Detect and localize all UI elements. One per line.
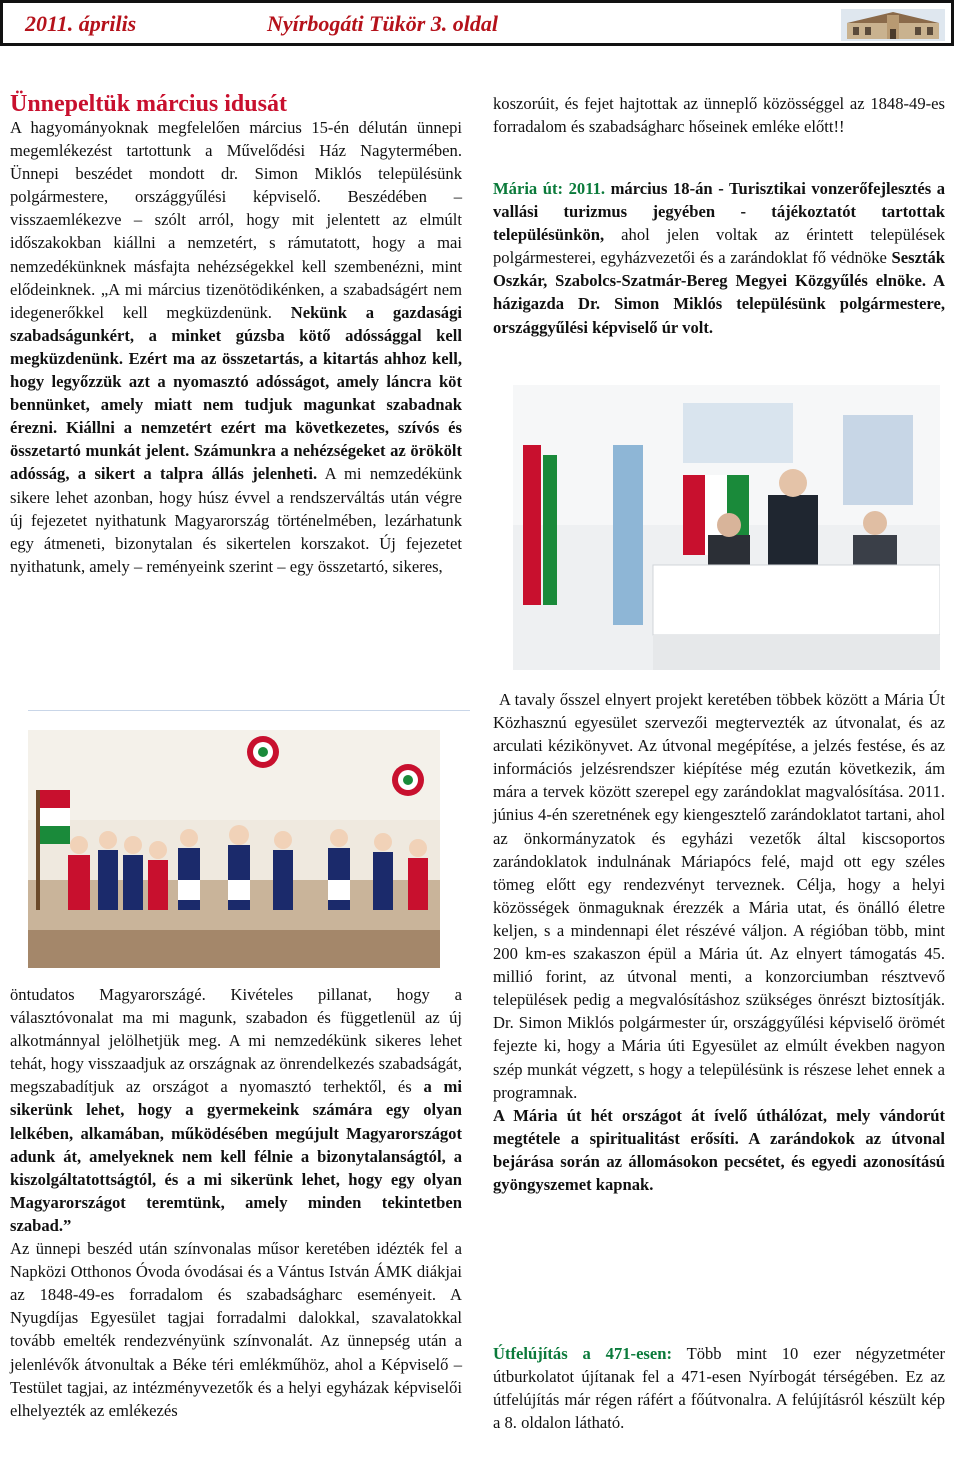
article-title: Ünnepeltük március idusát bbox=[10, 91, 287, 117]
church-building-icon bbox=[841, 9, 945, 41]
section-lead-green: Mária út: 2011. bbox=[493, 179, 606, 198]
lead-bold: Seszták Oszkár, Szabolcs-Szatmár-Bereg Megyei Közgyűlés elnöke. A házigazda Dr. Simon Miklós településünk polgármestere, országgyűlési képviselő úr volt. bbox=[493, 248, 945, 337]
article-body: A tavaly ősszel elnyert projekt keretében többek között a Mária Út Közhasznú egyesület szervezői megtervezték az útvonalat, és az arculati kézikönyvet. Az útvonal megépítése, a jelzés festése, és az információs jelzésrendszer kiépítése még ezután következik, ám mára a tervek között szerepel egy zarándoklat magvalósítása. 2011. június 4-én szeretnének egy kiengesztelő zarándoklatot tartani, ahol az önkormányzatok és egyházi vezetők által kiscsoportos zarándoklatok indulnának Máriapócs felé, majd ott egy széles tömeg előtt egy rendezvényt terveznek. Célja, hogy a helyi közösségek önmaguknak érezzék a Mária utat, és önálló életre keljen, s a mindennapi élet részévé váljon. A régióban több, mint 200 km-es szakaszon épül a Mária út. Az elnyert támogatás 45. millió forint, az útvonal menti, a konzorciumban résztvevő települések pedig a megvalósításhoz szükséges önrészt biztosítják. Dr. Simon Miklós polgármester úr, országgyűlési képviselő örömét fejezte ki, hogy a Mária úti Egyesület az elmúlt években nagyon szép munkát végzett, s hogy a településünk is részese lehet ennek a programnak. bbox=[493, 690, 945, 1102]
article-body: öntudatos Magyarországé. Kivételes pillanat, hogy a választóvonalat ma mi magunk, szabadon és függetlenül az új alkotmánnyal jelölhetjük meg. A mi nemzedékünk sikeres lehet tehát, hogy visszaadjuk az országnak az önrendelkezés szabadságát, megszabadítjuk az országot a nyomasztó terhektől, és bbox=[10, 985, 462, 1097]
issue-date: 2011. április bbox=[25, 11, 137, 36]
speech-quote-bold: a mi sikerünk lehet, hogy a gyermekeink számára egy olyan lelkében, alkamában, működésében megújult Magyarországot adunk át, amelyeknek nem kell félnie a bizonytalanságtól, a kiszolgáltatottságtól, és a mi sikerünk lehet, hogy egy olyan Magyarországot teremtünk, amely minden tekintetben szabad.” bbox=[10, 1077, 462, 1235]
article-body: koszorúit, és fejet hajtottak az ünneplő közösséggel az 1848-49-es forradalom és szabadságharc hőseinek emléke előtt!! bbox=[493, 94, 945, 137]
photo-children-performance bbox=[28, 730, 440, 968]
lead-bold: március 18-án - Turisztikai vonzerőfejlesztés a vallási turizmus jegyében - tájékoztatót tartottak településünkön, bbox=[493, 179, 945, 245]
article-maria-ut-lead bbox=[493, 177, 945, 339]
speech-quote-bold: Nekünk a gazdasági szabadságunkért, a minket gúzsba kötő adóssággal kell megküzdenünk. Ezért ma az összetartás, a kitartás ahhoz kell, hogy legyőzzük azt a nyomasztó adósságot, amely láncra köt bennünket, amely miatt nem tudjuk magunkat szabadnak érezni. Kiállni a nemzetért ezért ma következetes, szívós és összetartó munkát jelent. Számunkra a nehézségeket az örökölt adósság, a sikert a talpra állás jelenheti. bbox=[10, 302, 462, 484]
section-lead-green: Útfelújítás a 471-esen: bbox=[493, 1344, 673, 1363]
article-road-renewal bbox=[493, 1342, 945, 1434]
photo-conference bbox=[513, 385, 940, 670]
lead-normal: ahol jelen voltak az érintett települések polgármesterei, egyházvezetői és a zarándoklat fő védnöke bbox=[493, 225, 945, 268]
article-body-bold: A Mária út hét országot át ívelő úthálózat, mely vándorút megtétele a spiritualitást erősíti. A zarándokok az útvonal bejárása során az állomásokon pecsétet, és egyedi azonosítású gyöngyszemet kapnak. bbox=[493, 1105, 945, 1194]
page-header bbox=[0, 0, 954, 46]
article-march15-part1 bbox=[10, 92, 462, 578]
article-maria-ut-body bbox=[493, 688, 945, 1196]
article-body-tail: A mi nemzedékünk sikere lehet azonban, hogy húsz évvel a rendszerváltás után végre új fejezetet nyithatunk Magyarország történelmében, lezárhatunk egy átmeneti, bizonytalan és sikertelen korszakot. Új fejezetet nyithatunk, amely – reményeink szerint – egy összetartó, sikeres, bbox=[10, 464, 462, 576]
article-march15-continuation bbox=[493, 92, 945, 138]
article-march15-part2 bbox=[10, 983, 462, 1422]
newspaper-title: Nyírbogáti Tükör 3. oldal bbox=[267, 11, 499, 36]
article-body: Az ünnepi beszéd után színvonalas műsor keretében idézték fel a Napközi Otthonos Óvoda óvodásai és a Vántus István ÁMK diákjai az 1848-49-es forradalom és szabadságharc eseményeit. A Nyugdíjas Egyesület tagjai forradalmi dalokkal, szavalatokkal tovább emelték rendezvényünk színvonalát. Az ünnepség után a jelenlévők átvonultak a Béke téri emlékműhöz, ahol a Képviselő – Testület tagjai, az intézményvezetők és a helyi egyházak képviselői elhelyezték az emlékezés bbox=[10, 1239, 462, 1420]
article-body: A hagyományoknak megfelelően március 15-én délután ünnepi megemlékezést tartottunk a Művelődési Ház Nagytermében. Ünnepi beszédet mondott dr. Simon Miklós településünk polgármestere, országgyűlési képviselő. Beszédében – visszaemlékezve – szólt arról, hogy mit jelentett az elmúlt időszakokban kiállni a nemzetért, s rámutatott, hogy a mai nemzedékünknek másfajta nehézségekkel kell szembenézni, mint elődeinknek. „A mi március tizenötödikénken, a szabadságért nem idegenerőkkel kell megküzdenünk. bbox=[10, 118, 462, 322]
article-body: Több mint 10 ezer négyzetméter útburkolatot újítanak fel a 471-esen Nyírbogát térségében. Ez az útfelújítás már régen ráfért a főútvonalra. A felújításról készült kép a 8. oldalon látható. bbox=[493, 1344, 945, 1433]
divider-line bbox=[28, 710, 470, 711]
